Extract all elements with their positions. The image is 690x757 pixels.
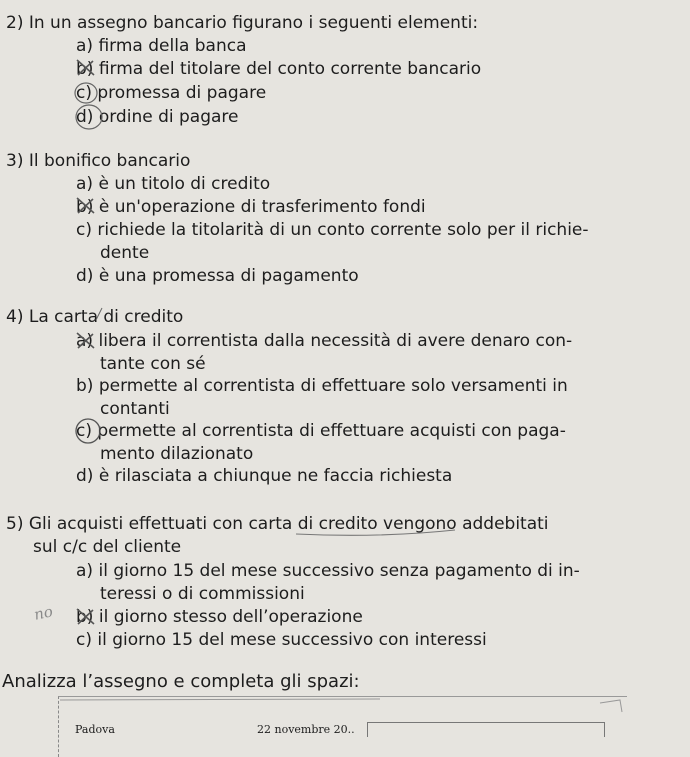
option-4a: a) libera il correntista dalla necessità di avere denaro con-	[76, 331, 573, 351]
option-4b-continuation: contanti	[100, 399, 170, 419]
option-4a-continuation: tante con sé	[100, 354, 206, 374]
option-5a: a) il giorno 15 del mese successivo senza pagamento di in-	[76, 561, 580, 581]
cheque-city: Padova	[75, 723, 115, 736]
option-2d: d) ordine di pagare	[76, 107, 239, 127]
option-3b: b) è un'operazione di trasferimento fondi	[76, 197, 426, 217]
option-5b: b) il giorno stesso dell’operazione	[76, 607, 363, 627]
exercise-heading: Analizza l’assegno e completa gli spazi:	[2, 671, 360, 692]
option-5a-continuation: teressi o di commissioni	[100, 584, 305, 604]
cross-mark-5b	[77, 609, 94, 624]
question-text: Gli acquisti effettuati con carta di credito vengono addebitati	[28, 514, 549, 534]
option-2b: b) firma del titolare del conto corrente bancario	[76, 59, 482, 79]
question-number: 5)	[6, 514, 24, 534]
circle-mark-2c	[75, 83, 97, 103]
question-text: La carta di credito	[28, 307, 184, 327]
cheque-date: 22 novembre 20..	[257, 723, 355, 736]
option-4c-continuation: mento dilazionato	[100, 444, 254, 464]
cheque	[58, 696, 627, 757]
handwritten-note: no	[32, 602, 55, 624]
cross-mark-2b	[77, 60, 94, 75]
question-text: Il bonifico bancario	[28, 151, 191, 171]
circle-mark-4c	[76, 419, 100, 443]
pencil-tick-carta	[96, 308, 102, 320]
option-4b: b) permette al correntista di effettuare solo versamenti in	[76, 376, 568, 396]
circle-mark-2d	[76, 105, 102, 129]
option-3c: c) richiede la titolarità di un conto corrente solo per il richie-	[76, 220, 589, 240]
question-5-text-line2: sul c/c del cliente	[33, 537, 182, 557]
question-number: 3)	[6, 151, 24, 171]
cross-mark-3b	[77, 198, 94, 213]
option-2c: c) promessa di pagare	[76, 83, 267, 103]
option-4c: c) permette al correntista di effettuare acquisti con paga-	[76, 421, 566, 441]
question-text: In un assegno bancario figurano i seguenti elementi:	[28, 13, 479, 33]
question-number: 2)	[6, 13, 24, 33]
cross-mark-4a	[77, 333, 94, 348]
option-3a: a) è un titolo di credito	[76, 174, 271, 194]
question-number: 4)	[6, 307, 24, 327]
option-3c-continuation: dente	[100, 243, 150, 263]
option-4d: d) è rilasciata a chiunque ne faccia richiesta	[76, 466, 453, 486]
option-2a: a) firma della banca	[76, 36, 247, 56]
option-3d: d) è una promessa di pagamento	[76, 266, 359, 286]
option-5c: c) il giorno 15 del mese successivo con interessi	[76, 630, 487, 650]
cheque-amount-box	[367, 722, 605, 737]
underline-carta-di-credito	[296, 530, 455, 535]
